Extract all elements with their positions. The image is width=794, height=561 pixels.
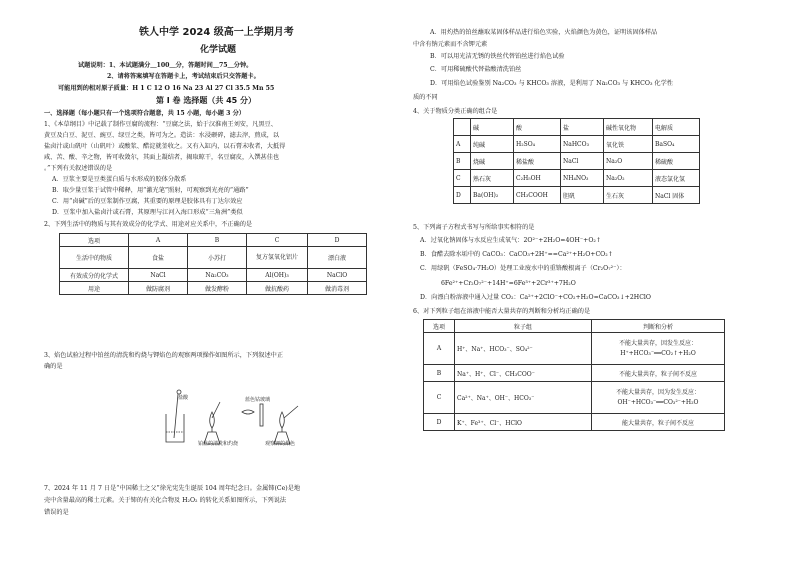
table-cell: C xyxy=(424,382,455,414)
q5-option-c-equation: 6Fe²⁺+Cr₂O₇²⁻+14H⁺=6Fe³⁺+2Cr³⁺+7H₂O xyxy=(441,280,576,287)
table-cell: CH₃COOH xyxy=(514,187,561,204)
table-cell: 酸 xyxy=(514,119,561,136)
table-cell: NaCl xyxy=(561,153,604,170)
q6-stem: 6、对下列粒子组在溶液中能否大量共存的判断和分析均正确的是 xyxy=(413,308,591,315)
q7-line: 壳中含量最高的稀土元素。关于铈的有关化合物及 H₂O₂ 的转化关系如图所示，下列说法 xyxy=(44,497,287,504)
table-cell: NaHCO₃ xyxy=(561,136,604,153)
table-cell: NaCl xyxy=(129,269,188,282)
exam-subject: 化学试题 xyxy=(200,45,237,55)
q1-option-a: A．豆浆主要是豆类蛋白质与水形成的胶体分散系 xyxy=(52,176,187,183)
table-cell: H⁺、Na⁺、HCO₃⁻、SO₄²⁻ xyxy=(455,333,592,365)
table-cell: 用途 xyxy=(60,282,129,295)
table-cell: 盐 xyxy=(561,119,604,136)
q3-stem-line-1: 3、焰色试验过程中铂丝的清洗和灼烧与钾焰色的观察两项操作如图所示，下列叙述中正 xyxy=(44,352,284,359)
q3-option-b: B．可以用光洁无锈的铁丝代替铂丝进行焰色试验 xyxy=(430,53,565,60)
table-cell: A xyxy=(454,136,471,153)
table-cell: Na₂CO₃ xyxy=(188,269,247,282)
q5-option-a: A．过氧化钠固体与水反应生成氧气：2O²⁻+2H₂O=4OH⁻+O₂↑ xyxy=(420,237,602,244)
table-cell: 电解质 xyxy=(653,119,700,136)
table-cell: Ba(OH)₂ xyxy=(471,187,514,204)
table-cell: B xyxy=(424,365,455,382)
question-section-header: 一、选择题（每小题只有一个选项符合题意，共 15 小题，每小题 3 分） xyxy=(44,110,245,117)
analysis-line: H⁺+HCO₃⁻══CO₂↑+H₂O xyxy=(620,349,696,357)
table-cell: C xyxy=(454,170,471,187)
table-cell: D xyxy=(424,414,455,431)
table-cell: 熟石灰 xyxy=(471,170,514,187)
q1-line: 。”下列有关叙述错误的是 xyxy=(44,165,113,172)
table-cell: NaCl 固体 xyxy=(653,187,700,204)
caption-potassium-flame: 观察钾的焰色 xyxy=(265,441,296,447)
table-cell: C xyxy=(247,234,308,247)
table-cell: 食盐 xyxy=(129,247,188,269)
table-cell: D xyxy=(308,234,367,247)
table-cell: 氧化铁 xyxy=(604,136,653,153)
table-cell: 判断和分析 xyxy=(592,320,725,333)
q7-line: 7、2024 年 11 月 7 日是“中国稀土之父”徐光宪先生诞辰 104 周年纪念日。金属铈(Ce)是地 xyxy=(44,485,301,492)
table-cell: 烧碱 xyxy=(471,153,514,170)
q3-option-d-cont: 质的不同 xyxy=(413,94,438,101)
q3-option-a-cont: 中含有钠元素而不含钾元素 xyxy=(413,41,488,48)
table-cell: 碱性氧化物 xyxy=(604,119,653,136)
table-cell: Al(OH)₃ xyxy=(247,269,308,282)
q1-line: 咸、苦、酸、辛之物，皆可收敛尔，其面上凝结者，揭取晾干，名豆腐皮，入馔甚佳也 xyxy=(44,154,280,161)
q3-stem-line-2: 确的是 xyxy=(44,363,63,370)
table-cell: 不能大量共存，粒子间不反应 xyxy=(592,365,725,382)
analysis-line: 不能大量共存，因发生反应： xyxy=(618,339,697,347)
analysis-line: OH⁻+HCO₃⁻══CO₃²⁻+H₂O xyxy=(617,398,699,406)
q2-table xyxy=(59,233,367,295)
table-cell: 液态氯化氢 xyxy=(653,170,700,187)
table-cell: 小苏打 xyxy=(188,247,247,269)
caption-wire-cleaning: 铂丝的清洗和灼烧 xyxy=(198,441,239,447)
q3-option-c: C．可用稀硫酸代替盐酸清洗铂丝 xyxy=(430,66,522,73)
table-cell: 做发酵粉 xyxy=(188,282,247,295)
table-cell: C₂H₅OH xyxy=(514,170,561,187)
table-cell: H₂SO₄ xyxy=(514,136,561,153)
table-cell: 纯碱 xyxy=(471,136,514,153)
table-cell: 稀盐酸 xyxy=(514,153,561,170)
table-cell: 碱 xyxy=(471,119,514,136)
exam-info-line-1: 试题说明：1、本试题满分＿100＿分，答题时间＿75＿分钟。 xyxy=(78,62,253,69)
q5-stem: 5、下列离子方程式书写与所给事实相符的是 xyxy=(413,224,535,231)
table-cell: 做防腐剂 xyxy=(129,282,188,295)
q5-option-b: B．食醋去除水垢中的 CaCO₃：CaCO₃+2H⁺==Ca²⁺+H₂O+CO₂↑ xyxy=(420,251,613,258)
table-cell xyxy=(592,382,725,414)
table-cell: Na⁺、H⁺、Cl⁻、CH₃COO⁻ xyxy=(455,365,592,382)
table-cell xyxy=(592,333,725,365)
table-cell: Ca²⁺、Na⁺、OH⁻、HCO₃⁻ xyxy=(455,382,592,414)
table-cell: D xyxy=(454,187,471,204)
q1-option-c: C．用“卤碱”后的豆浆制作豆腐，其重要的原理是胶体具有丁达尔效应 xyxy=(52,198,243,205)
q2-stem: 2、下列生活中的物质与其有效成分的化学式、用途对应关系中，不正确的是 xyxy=(44,221,253,228)
label-cobalt-glass: 蓝色钴玻璃 xyxy=(245,397,271,403)
table-cell: B xyxy=(454,153,471,170)
table-cell: 复方氢氧化铝片 xyxy=(247,247,308,269)
flame-test-figure xyxy=(160,374,330,454)
table-cell: 生活中的物质 xyxy=(60,247,129,269)
q1-line: 黄豆及白豆、泥豆、豌豆、绿豆之类，皆可为之。造法：水浸碨碎，滤去滓，煎成，以 xyxy=(44,132,280,139)
exam-title: 铁人中学 2024 级高一上学期月考 xyxy=(139,27,294,38)
table-cell: Na₂O₂ xyxy=(604,170,653,187)
table-cell: BaSO₄ xyxy=(653,136,700,153)
table-cell: 做消毒剂 xyxy=(308,282,367,295)
q5-option-c: C．用绿矾（FeSO₄·7H₂O）处理工业废水中的重铬酸根离子（Cr₂O₇²⁻）： xyxy=(420,265,626,272)
table-cell: 选项 xyxy=(60,234,129,247)
table-cell: A xyxy=(424,333,455,365)
q1-line: 1、《本草纲目》中记载了制作豆腐的流程：“豆腐之法，始于汉淮南王刘安，凡黑豆、 xyxy=(44,121,277,128)
table-cell: 生石灰 xyxy=(604,187,653,204)
exam-info-line-2: 2、请将答案填写在答题卡上，考试结束后只交答题卡。 xyxy=(107,73,260,80)
label-hydrochloric-acid: 盐酸 xyxy=(178,395,189,401)
q5-option-d: D．向漂白粉溶液中通入过量 CO₂：Ca²⁺+2ClO⁻+CO₂+H₂O=CaCO₃↓+2HClO xyxy=(420,294,651,301)
table-cell: 稀硫酸 xyxy=(653,153,700,170)
q3-option-a: A．用灼热的铂丝蘸取某固体样品进行焰色实验，火焰颜色为黄色，证明该固体样品 xyxy=(430,29,658,36)
table-cell: 有效成分的化学式 xyxy=(60,269,129,282)
table-cell: 能大量共存，粒子间不反应 xyxy=(592,414,725,431)
table-cell: NaClO xyxy=(308,269,367,282)
table-cell: 做抗酸药 xyxy=(247,282,308,295)
table-cell: A xyxy=(129,234,188,247)
q1-option-b: B．取少量豆浆于试管中稀释，用“激光笔”照射，可观察到光亮的“通路” xyxy=(52,187,249,194)
table-cell: B xyxy=(188,234,247,247)
q4-stem: 4、关于物质分类正确的组合是 xyxy=(413,108,498,115)
q6-table xyxy=(423,319,725,431)
table-cell: K⁺、Fe³⁺、Cl⁻、HClO xyxy=(455,414,592,431)
table-cell: 选项 xyxy=(424,320,455,333)
analysis-line: 不能大量共存，因为发生反应： xyxy=(615,388,700,396)
q1-line: 盐卤汁或山矾叶（山矾叶）或酸浆、醋淀就釜收之。又有入缸内，以石膏末收者，大抵得 xyxy=(44,143,286,150)
table-cell xyxy=(454,119,471,136)
table-cell: Na₂O xyxy=(604,153,653,170)
table-cell: 粒子组 xyxy=(455,320,592,333)
q3-option-d: D．可用焰色试验鉴别 Na₂CO₃ 与 KHCO₃ 溶液，是利用了 Na₂CO₃ 与 KHCO₃ 化学性 xyxy=(430,80,673,87)
atomic-masses: 可能用到的相对原子质量：H 1 C 12 O 16 Na 23 Al 27 Cl 35.5 Mn 55 xyxy=(58,85,275,92)
table-cell: NH₄NO₃ xyxy=(561,170,604,187)
q7-line: 错误的是 xyxy=(44,509,69,516)
section-title: 第 I 卷 选择题（共 45 分） xyxy=(156,96,257,105)
table-cell: 胆矾 xyxy=(561,187,604,204)
table-cell: 漂白液 xyxy=(308,247,367,269)
q4-table xyxy=(453,118,700,204)
q1-option-d: D．豆浆中加入盐卤汁或石膏，其原理与江河入海口形成“三角洲”类似 xyxy=(52,209,243,216)
